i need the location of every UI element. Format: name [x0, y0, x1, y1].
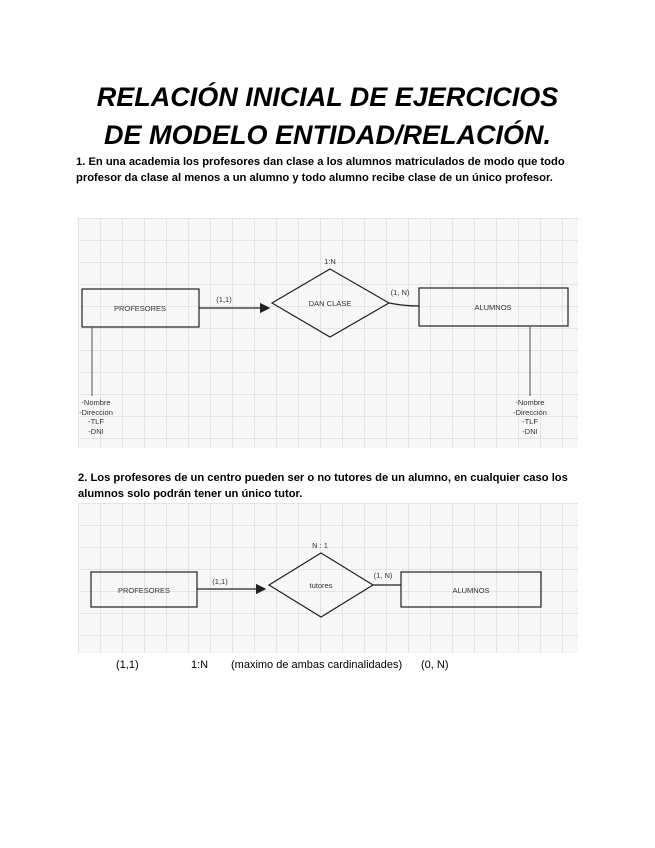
exercise-1-text: 1. En una academia los profesores dan clase a los alumnos matriculados de modo que todo profesor da clase al menos a un alumno y todo alumno recibe clase de un único profesor. — [76, 156, 565, 184]
cardinality-alumnos-2: (1, N) — [373, 571, 393, 580]
connector-relation-alumnos — [389, 303, 419, 306]
footer-cardinality-1: (1,1) — [116, 659, 139, 671]
er-diagram-1 — [78, 218, 578, 448]
attribute-item: -Dirección — [513, 407, 547, 417]
entity-alumnos-label-2: ALUMNOS — [452, 586, 490, 595]
er-diagram-2-canvas — [78, 503, 578, 653]
relation-dan-clase-label: DAN CLASE — [308, 299, 352, 308]
attribute-item: -Nombre — [515, 398, 545, 407]
attribute-item: -DNI — [522, 426, 538, 436]
attribute-item: -Nombre — [81, 398, 111, 407]
title-line-1: RELACIÓN INICIAL DE EJERCICIOS — [96, 82, 559, 112]
footer-cardinality-3: (0, N) — [421, 659, 449, 671]
cardinality-profesores-2: (1,1) — [212, 577, 228, 586]
relation-tutores-cardinality: N : 1 — [312, 541, 328, 550]
attribute-item: -TLF — [522, 417, 538, 426]
cardinality-footer — [0, 658, 655, 672]
cardinality-profesores: (1,1) — [216, 295, 232, 304]
attributes-alumnos — [506, 398, 554, 436]
attributes-profesores — [78, 398, 114, 436]
relation-tutores-label: tutores — [309, 581, 333, 590]
entity-alumnos-label: ALUMNOS — [474, 303, 512, 312]
entity-profesores-label-2: PROFESORES — [117, 586, 171, 595]
er-diagram-1-canvas — [78, 218, 578, 448]
footer-note: (maximo de ambas cardinalidades) — [231, 659, 403, 671]
exercise-2-text: 2. Los profesores de un centro pueden ser o no tutores de un alumno, en cualquier caso los alumnos solo podrán tener un único tutor. — [78, 472, 568, 500]
title-line-2: DE MODELO ENTIDAD/RELACIÓN. — [103, 120, 551, 150]
er-diagram-2 — [78, 503, 578, 653]
page-title — [40, 78, 615, 154]
attribute-item: -TLF — [88, 417, 104, 426]
entity-profesores-label: PROFESORES — [113, 304, 167, 313]
attribute-item: -DNI — [88, 426, 104, 436]
cardinality-alumnos: (1, N) — [390, 288, 410, 297]
attribute-item: -Direccion — [79, 407, 113, 417]
relation-dan-clase-cardinality: 1:N — [324, 257, 336, 266]
footer-cardinality-2: 1:N — [191, 659, 209, 671]
